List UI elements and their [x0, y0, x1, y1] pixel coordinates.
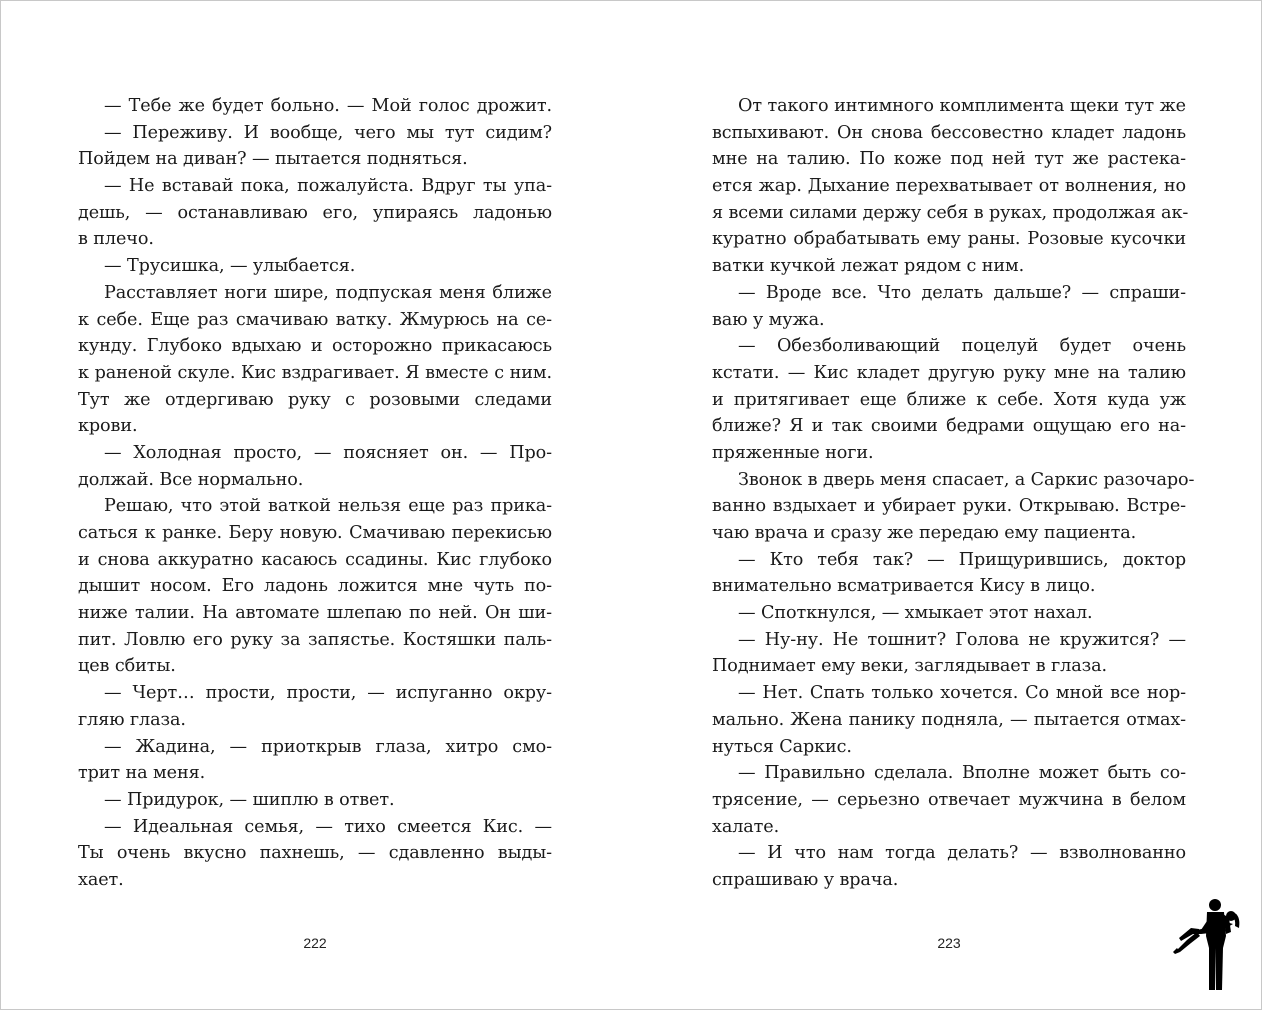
text-line: Поднимает ему веки, заглядывает в глаза. — [712, 656, 1108, 677]
text-line: — Споткнулся, — хмыкает этот нахал. — [738, 603, 1093, 624]
text-line: саться к ранке. Беру новую. Смачиваю перекисью — [78, 523, 552, 543]
text-line: к себе. Еще раз смачиваю ватку. Жмурюсь на се- — [78, 309, 552, 330]
text-line: От такого интимного комплимента щеки тут же — [738, 96, 1186, 116]
text-line: — Черт… прости, прости, — испуганно окру- — [104, 683, 552, 704]
text-line: спрашиваю у врача. — [712, 869, 899, 890]
text-line: Пойдем на диван? — пытается подняться. — [78, 149, 468, 170]
text-line: ватки кучкой лежат рядом с ним. — [712, 256, 1025, 277]
text-line: Звонок в дверь меня спасает, а Саркис разочаро- — [738, 469, 1195, 490]
page-number-left: 222 — [303, 935, 327, 951]
text-line: внимательно всматривается Кису в лицо. — [712, 576, 1096, 597]
text-line: трит на меня. — [78, 763, 206, 784]
text-line: цев сбиты. — [78, 656, 176, 677]
text-line: — Вроде все. Что делать дальше? — спраши- — [738, 282, 1186, 303]
text-line: — Ну-ну. Не тошнит? Голова не кружится? — — [738, 629, 1186, 650]
text-line: хает. — [78, 869, 124, 890]
text-line: мне на талию. По коже под ней тут же растека- — [712, 149, 1186, 170]
text-line: ваю у мужа. — [712, 309, 825, 330]
text-line: кунду. Глубоко вдыхаю и осторожно прикасаюсь — [78, 336, 552, 357]
text-line: должай. Все нормально. — [78, 469, 304, 490]
text-line: и снова аккуратно касаюсь ссадины. Кис глубоко — [78, 549, 552, 570]
text-line: — Жадина, — приоткрыв глаза, хитро смо- — [104, 736, 552, 757]
left-page-text — [78, 93, 552, 894]
text-line: в плечо. — [78, 229, 154, 250]
text-line: пит. Ловлю его руку за запястье. Костяшки паль- — [78, 629, 552, 650]
text-line: дешь, — останавливаю его, упираясь ладонью — [78, 202, 552, 223]
text-line: — Переживу. И вообще, чего мы тут сидим? — [104, 122, 552, 143]
text-line: — Трусишка, — улыбается. — [104, 256, 356, 277]
text-line: ниже талии. На автомате шлепаю по ней. Он ши- — [78, 603, 552, 624]
couple-silhouette-icon — [1169, 896, 1253, 992]
text-line: — И что нам тогда делать? — взволнованно — [738, 843, 1186, 864]
text-line: я всеми силами держу себя в руках, продолжая ак- — [712, 202, 1189, 223]
text-line: крови. — [78, 416, 138, 437]
text-line: — Холодная просто, — поясняет он. — Про- — [104, 442, 552, 463]
text-line: Ты очень вкусно пахнешь, — сдавленно выды- — [78, 843, 552, 864]
text-line: нуться Саркис. — [712, 736, 852, 757]
text-line: вспыхивают. Он снова бессовестно кладет ладонь — [712, 122, 1186, 143]
text-line: гляю глаза. — [78, 709, 186, 730]
text-line: к раненой скуле. Кис вздрагивает. Я вместе с ним. — [78, 362, 552, 383]
right-page-text — [712, 93, 1195, 894]
text-line: Тут же отдергиваю руку с розовыми следами — [78, 389, 552, 410]
text-line: куратно обрабатывать ему раны. Розовые кусочки — [712, 229, 1186, 250]
text-line: ется жар. Дыхание перехватывает от волнения, но — [712, 176, 1186, 197]
text-line: — Не вставай пока, пожалуйста. Вдруг ты упа- — [104, 176, 552, 197]
text-line: — Идеальная семья, — тихо смеется Кис. — — [104, 816, 552, 837]
text-line: — Правильно сделала. Вполне может быть со- — [738, 763, 1186, 784]
text-line: — Тебе же будет больно. — Мой голос дрожит. — [104, 96, 552, 116]
text-line: кстати. — Кис кладет другую руку мне на талию — [712, 362, 1186, 383]
text-line: халате. — [712, 816, 780, 837]
text-line: мально. Жена панику подняла, — пытается отмах- — [712, 709, 1186, 730]
page-number-right: 223 — [937, 935, 961, 951]
text-line: Решаю, что этой ваткой нельзя еще раз прика- — [104, 496, 552, 517]
text-line: чаю врача и сразу же передаю ему пациента. — [712, 523, 1137, 543]
text-line: — Обезболивающий поцелуй будет очень — [738, 336, 1186, 357]
text-line: ближе? Я и так своими бедрами ощущаю его на- — [712, 416, 1186, 437]
text-line: пряженные ноги. — [712, 442, 874, 463]
text-line: — Кто тебя так? — Прищурившись, доктор — [738, 549, 1186, 570]
text-line: и притягивает еще ближе к себе. Хотя куда уж — [712, 389, 1186, 410]
text-line: — Нет. Спать только хочется. Со мной все нор- — [738, 683, 1186, 704]
text-line: Расставляет ноги шире, подпуская меня ближе — [104, 282, 552, 303]
text-line: ванно вздыхает и убирает руки. Открываю. Встре- — [712, 496, 1186, 517]
text-line: — Придурок, — шиплю в ответ. — [104, 789, 395, 810]
text-line: трясение, — серьезно отвечает мужчина в белом — [712, 789, 1186, 810]
text-line: дышит носом. Его ладонь ложится мне чуть по- — [78, 576, 552, 597]
